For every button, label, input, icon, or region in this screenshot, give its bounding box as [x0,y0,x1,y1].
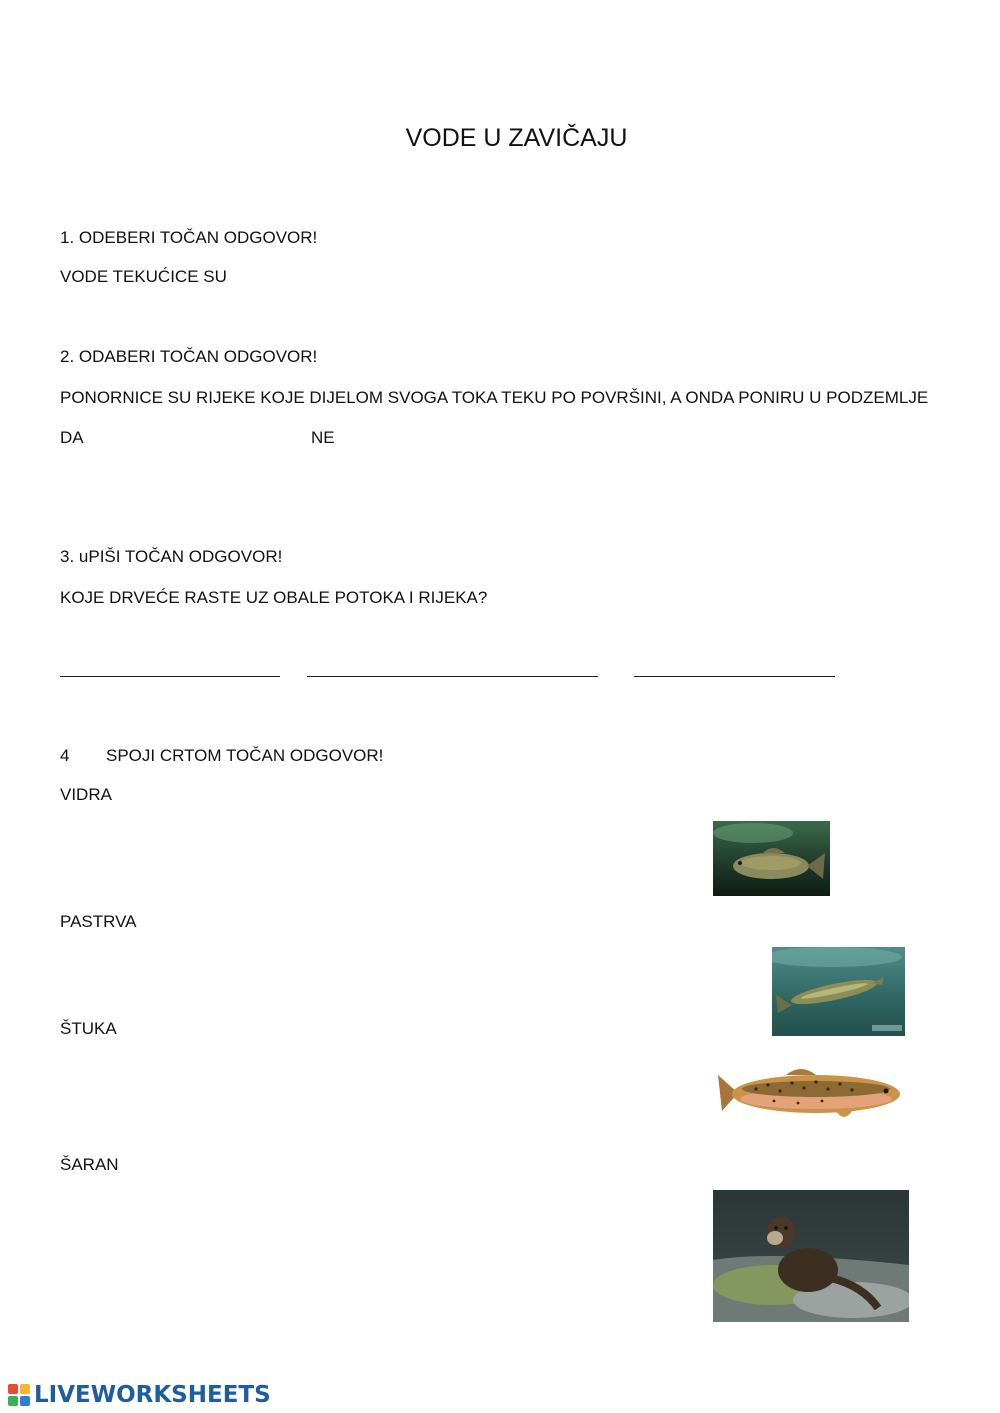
otter-photo[interactable] [713,1190,909,1322]
q3-heading: 3. uPIŠI TOČAN ODGOVOR! [60,547,283,566]
q1-heading: 1. ODEBERI TOČAN ODGOVOR! [60,228,318,247]
answer-blank-3[interactable] [634,676,835,677]
logo-text: LIVEWORKSHEETS [34,1382,271,1408]
match-label-stuka[interactable]: ŠTUKA [60,1019,117,1038]
q2-option-no[interactable]: NE [311,428,335,447]
logo-blocks-icon [8,1384,30,1406]
carp-photo[interactable] [713,821,830,896]
q2-option-yes[interactable]: DA [60,428,84,447]
page-title: VODE U ZAVIČAJU [405,124,628,152]
answer-blank-2[interactable] [307,676,598,677]
pike-photo[interactable] [772,947,905,1036]
q3-text: KOJE DRVEĆE RASTE UZ OBALE POTOKA I RIJEKA? [60,588,488,607]
answer-blank-1[interactable] [60,676,280,677]
match-label-vidra[interactable]: VIDRA [60,785,112,804]
match-label-pastrva[interactable]: PASTRVA [60,912,137,931]
q4-number: 4 [60,746,70,765]
q1-text: VODE TEKUĆICE SU [60,267,227,286]
q2-text: PONORNICE SU RIJEKE KOJE DIJELOM SVOGA TOKA TEKU PO POVRŠINI, A ONDA PONIRU U PODZEMLJE [60,388,929,407]
q4-heading: SPOJI CRTOM TOČAN ODGOVOR! [106,746,384,765]
liveworksheets-logo [8,1381,271,1409]
trout-photo[interactable] [716,1061,905,1125]
q2-heading: 2. ODABERI TOČAN ODGOVOR! [60,347,318,366]
match-label-saran[interactable]: ŠARAN [60,1155,119,1174]
